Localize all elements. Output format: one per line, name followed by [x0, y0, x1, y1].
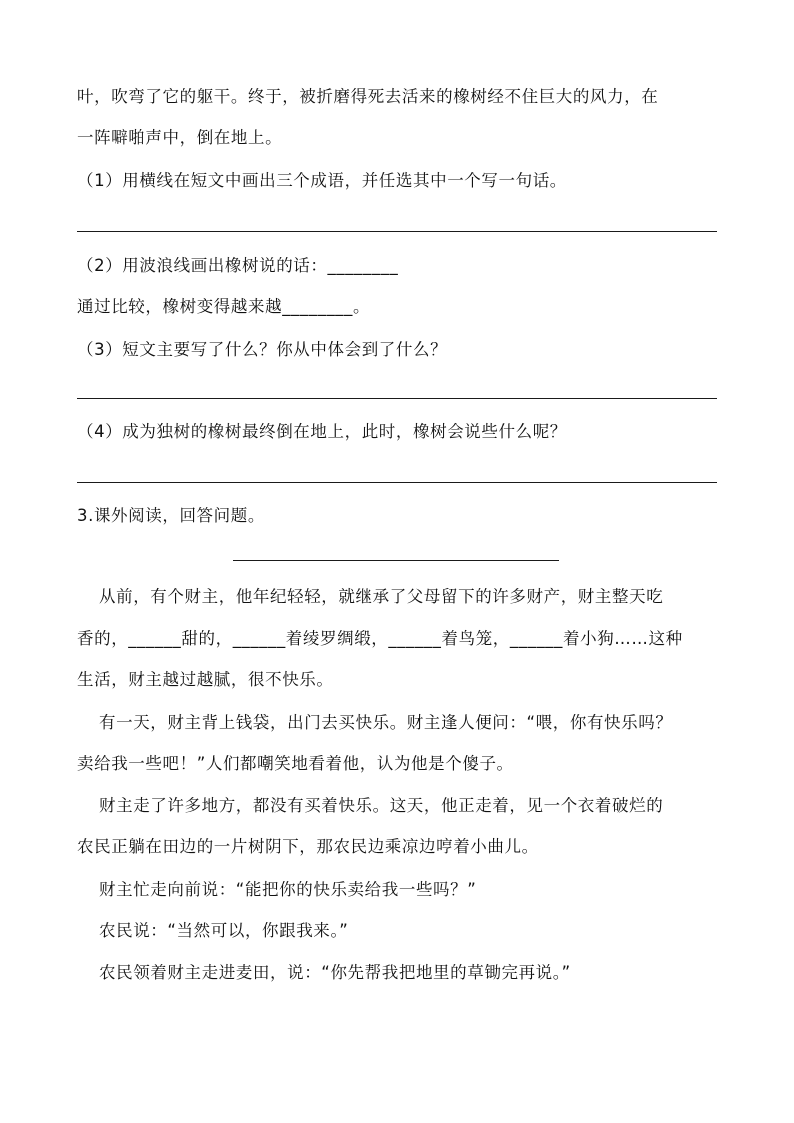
passage-line-1: 叶，吹弯了它的躯干。终于，被折磨得死去活来的橡树经不住巨大的风力，在: [77, 87, 659, 106]
answer-line-3: [77, 398, 717, 399]
story-paragraph-3-line-1: 财主走了许多地方，都没有买着快乐。这天，他正走着，见一个衣着破烂的: [99, 796, 664, 815]
story-paragraph-2-line-1: 有一天，财主背上钱袋，出门去买快乐。财主逢人便问：“喂，你有快乐吗？: [99, 713, 673, 732]
story-paragraph-1-line-2: 香的，______甜的，______着绫罗绸缎，______着鸟笼，______着小狗……这种: [77, 629, 683, 648]
question-2: （2）用波浪线画出橡树说的话：________: [77, 256, 399, 275]
story-paragraph-1-line-3: 生活，财主越过越腻，很不快乐。: [77, 670, 334, 689]
question-2-part-b: 通过比较，橡树变得越来越________。: [77, 297, 371, 316]
question-1: （1）用横线在短文中画出三个成语，并任选其中一个写一句话。: [77, 171, 567, 190]
story-paragraph-6: 农民领着财主走进麦田，说：“你先帮我把地里的草锄完再说。”: [99, 963, 571, 982]
answer-line-1: [77, 231, 717, 232]
story-paragraph-1-line-1: 从前，有个财主，他年纪轻轻，就继承了父母留下的许多财产，财主整天吃: [99, 587, 664, 606]
question-4: （4）成为独树的橡树最终倒在地上，此时，橡树会说些什么呢？: [77, 422, 567, 441]
answer-line-4: [77, 482, 717, 483]
story-paragraph-4: 财主忙走向前说：“能把你的快乐卖给我一些吗？”: [99, 880, 477, 899]
passage-line-2: 一阵噼啪声中，倒在地上。: [77, 128, 283, 147]
story-paragraph-5: 农民说：“当然可以，你跟我来。”: [99, 921, 349, 940]
story-paragraph-3-line-2: 农民正躺在田边的一片树阴下，那农民边乘凉边哼着小曲儿。: [77, 837, 539, 856]
title-blank-line: [233, 560, 559, 561]
story-paragraph-2-line-2: 卖给我一些吧！”人们都嘲笑地看着他，认为他是个傻子。: [77, 754, 514, 773]
section-heading: 3.课外阅读，回答问题。: [77, 506, 265, 525]
question-3: （3）短文主要写了什么？你从中体会到了什么？: [77, 340, 448, 359]
